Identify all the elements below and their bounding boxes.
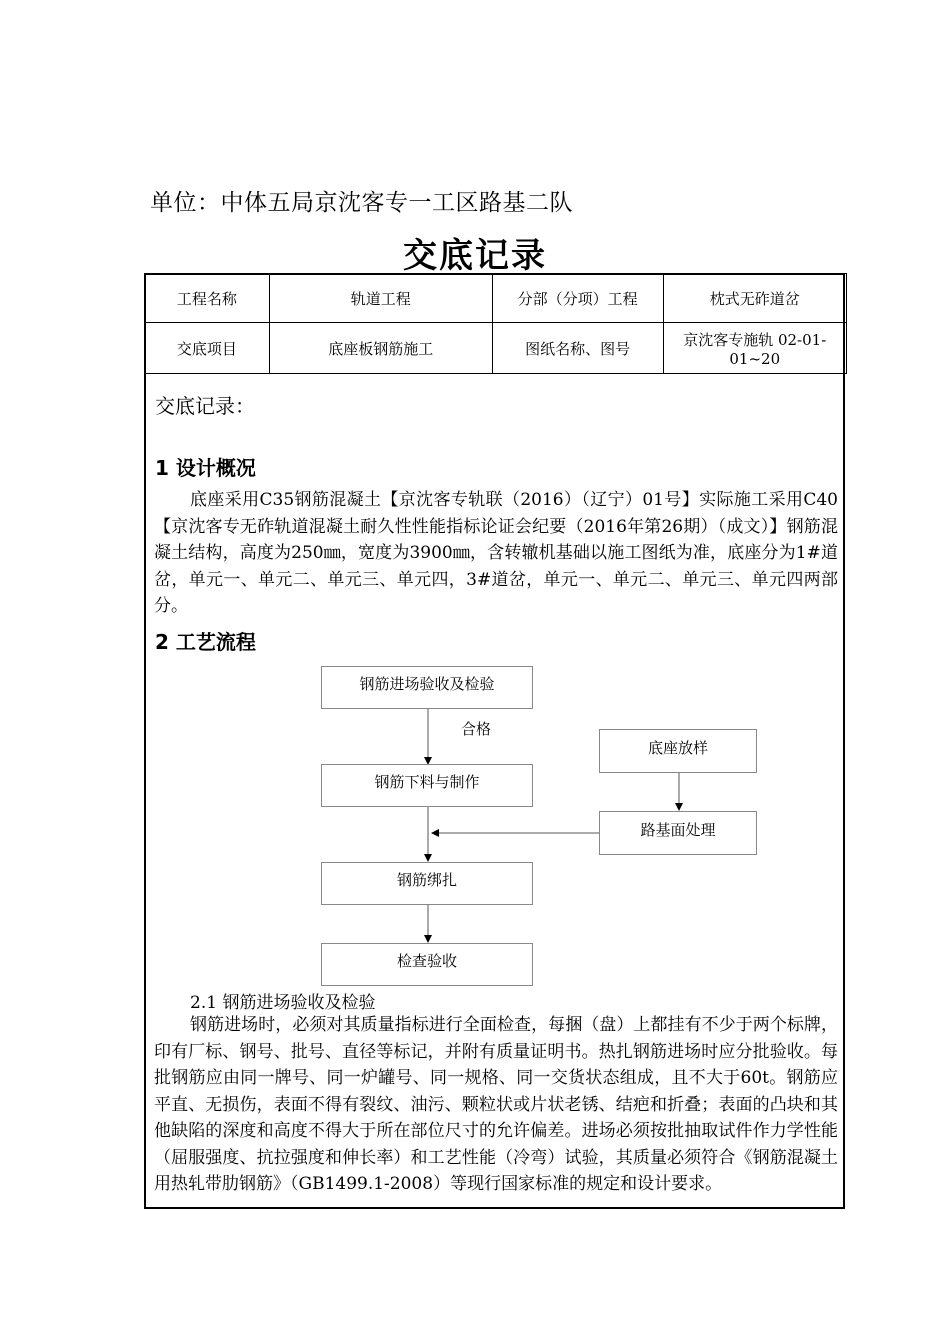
subproject-value: 枕式无砟道岔 xyxy=(663,274,846,323)
flow-step-bind xyxy=(321,862,533,905)
flow-step-receive-label: 钢筋进场验收及检验 xyxy=(359,675,495,693)
section-1-paragraph: 底座采用C35钢筋混凝土【京沈客专轨联（2016）（辽宁）01号】实际施工采用C40【京沈客专无砟轨道混凝土耐久性性能指标论证会纪要（2016年第26期）（成文）】钢筋混凝土结构，高度为250㎜，宽度为3900㎜，含转辙机基础以施工图纸为准，底座分为1#道岔，单元一、单元二、单元三、单元四，3#道岔，单元一、单元二、单元三、单元四两部分。 xyxy=(154,490,838,616)
drawing-value-line2: 01~20 xyxy=(729,349,781,368)
subsection-2-1-heading: 2.1 钢筋进场验收及检验 xyxy=(190,993,376,1013)
flow-side-layout-label: 底座放样 xyxy=(647,738,708,757)
unit-line: 单位：中体五局京沈客专一工区路基二队 xyxy=(150,190,573,216)
flow-step-inspect xyxy=(321,943,533,986)
flow-pass-label: 合格 xyxy=(461,720,492,738)
flow-step-receive xyxy=(321,666,533,709)
item-label: 交底项目 xyxy=(145,323,270,374)
flow-step-cut xyxy=(321,764,533,807)
flow-step-cut-label: 钢筋下料与制作 xyxy=(374,773,480,791)
item-value: 底座板钢筋施工 xyxy=(269,323,492,374)
drawing-value-line1: 京沈客专施轨 02-01- xyxy=(683,330,827,349)
project-name-label: 工程名称 xyxy=(145,274,270,323)
flow-side-layout xyxy=(599,729,757,773)
project-name-value: 轨道工程 xyxy=(269,274,492,323)
drawing-label: 图纸名称、图号 xyxy=(492,323,663,374)
subsection-2-1-paragraph: 钢筋进场时，必须对其质量指标进行全面检查，每捆（盘）上都挂有不少于两个标牌，印有厂标、钢号、批号、直径等标记，并附有质量证明书。热扎钢筋进场时应分批验收。每批钢筋应由同一牌号、同一炉罐号、同一规格、同一交货状态组成，且不大于60t。钢筋应平直、无损伤，表面不得有裂纹、油污、颗粒状或片状老锈、结疤和折叠；表面的凸块和其他缺陷的深度和高度不得大于所在部位尺寸的允许偏差。进场必须按批抽取试件作力学性能（屈服强度、抗拉强度和伸长率）和工艺性能（冷弯）试验，其质量必须符合《钢筋混凝土用热轧带肋钢筋》（GB1499.1-2008）等现行国家标准的规定和设计要求。 xyxy=(154,1015,838,1194)
flow-side-subgrade-label: 路基面处理 xyxy=(640,820,716,839)
document-title: 交底记录 xyxy=(403,236,547,276)
section-2-heading: 2 工艺流程 xyxy=(155,630,256,654)
flow-side-subgrade xyxy=(599,811,757,855)
subproject-label: 分部（分项）工程 xyxy=(492,274,663,323)
record-label: 交底记录： xyxy=(155,394,255,418)
flow-step-bind-label: 钢筋绑扎 xyxy=(396,871,457,889)
section-1-heading: 1 设计概况 xyxy=(155,456,256,480)
flow-step-inspect-label: 检查验收 xyxy=(396,952,457,970)
